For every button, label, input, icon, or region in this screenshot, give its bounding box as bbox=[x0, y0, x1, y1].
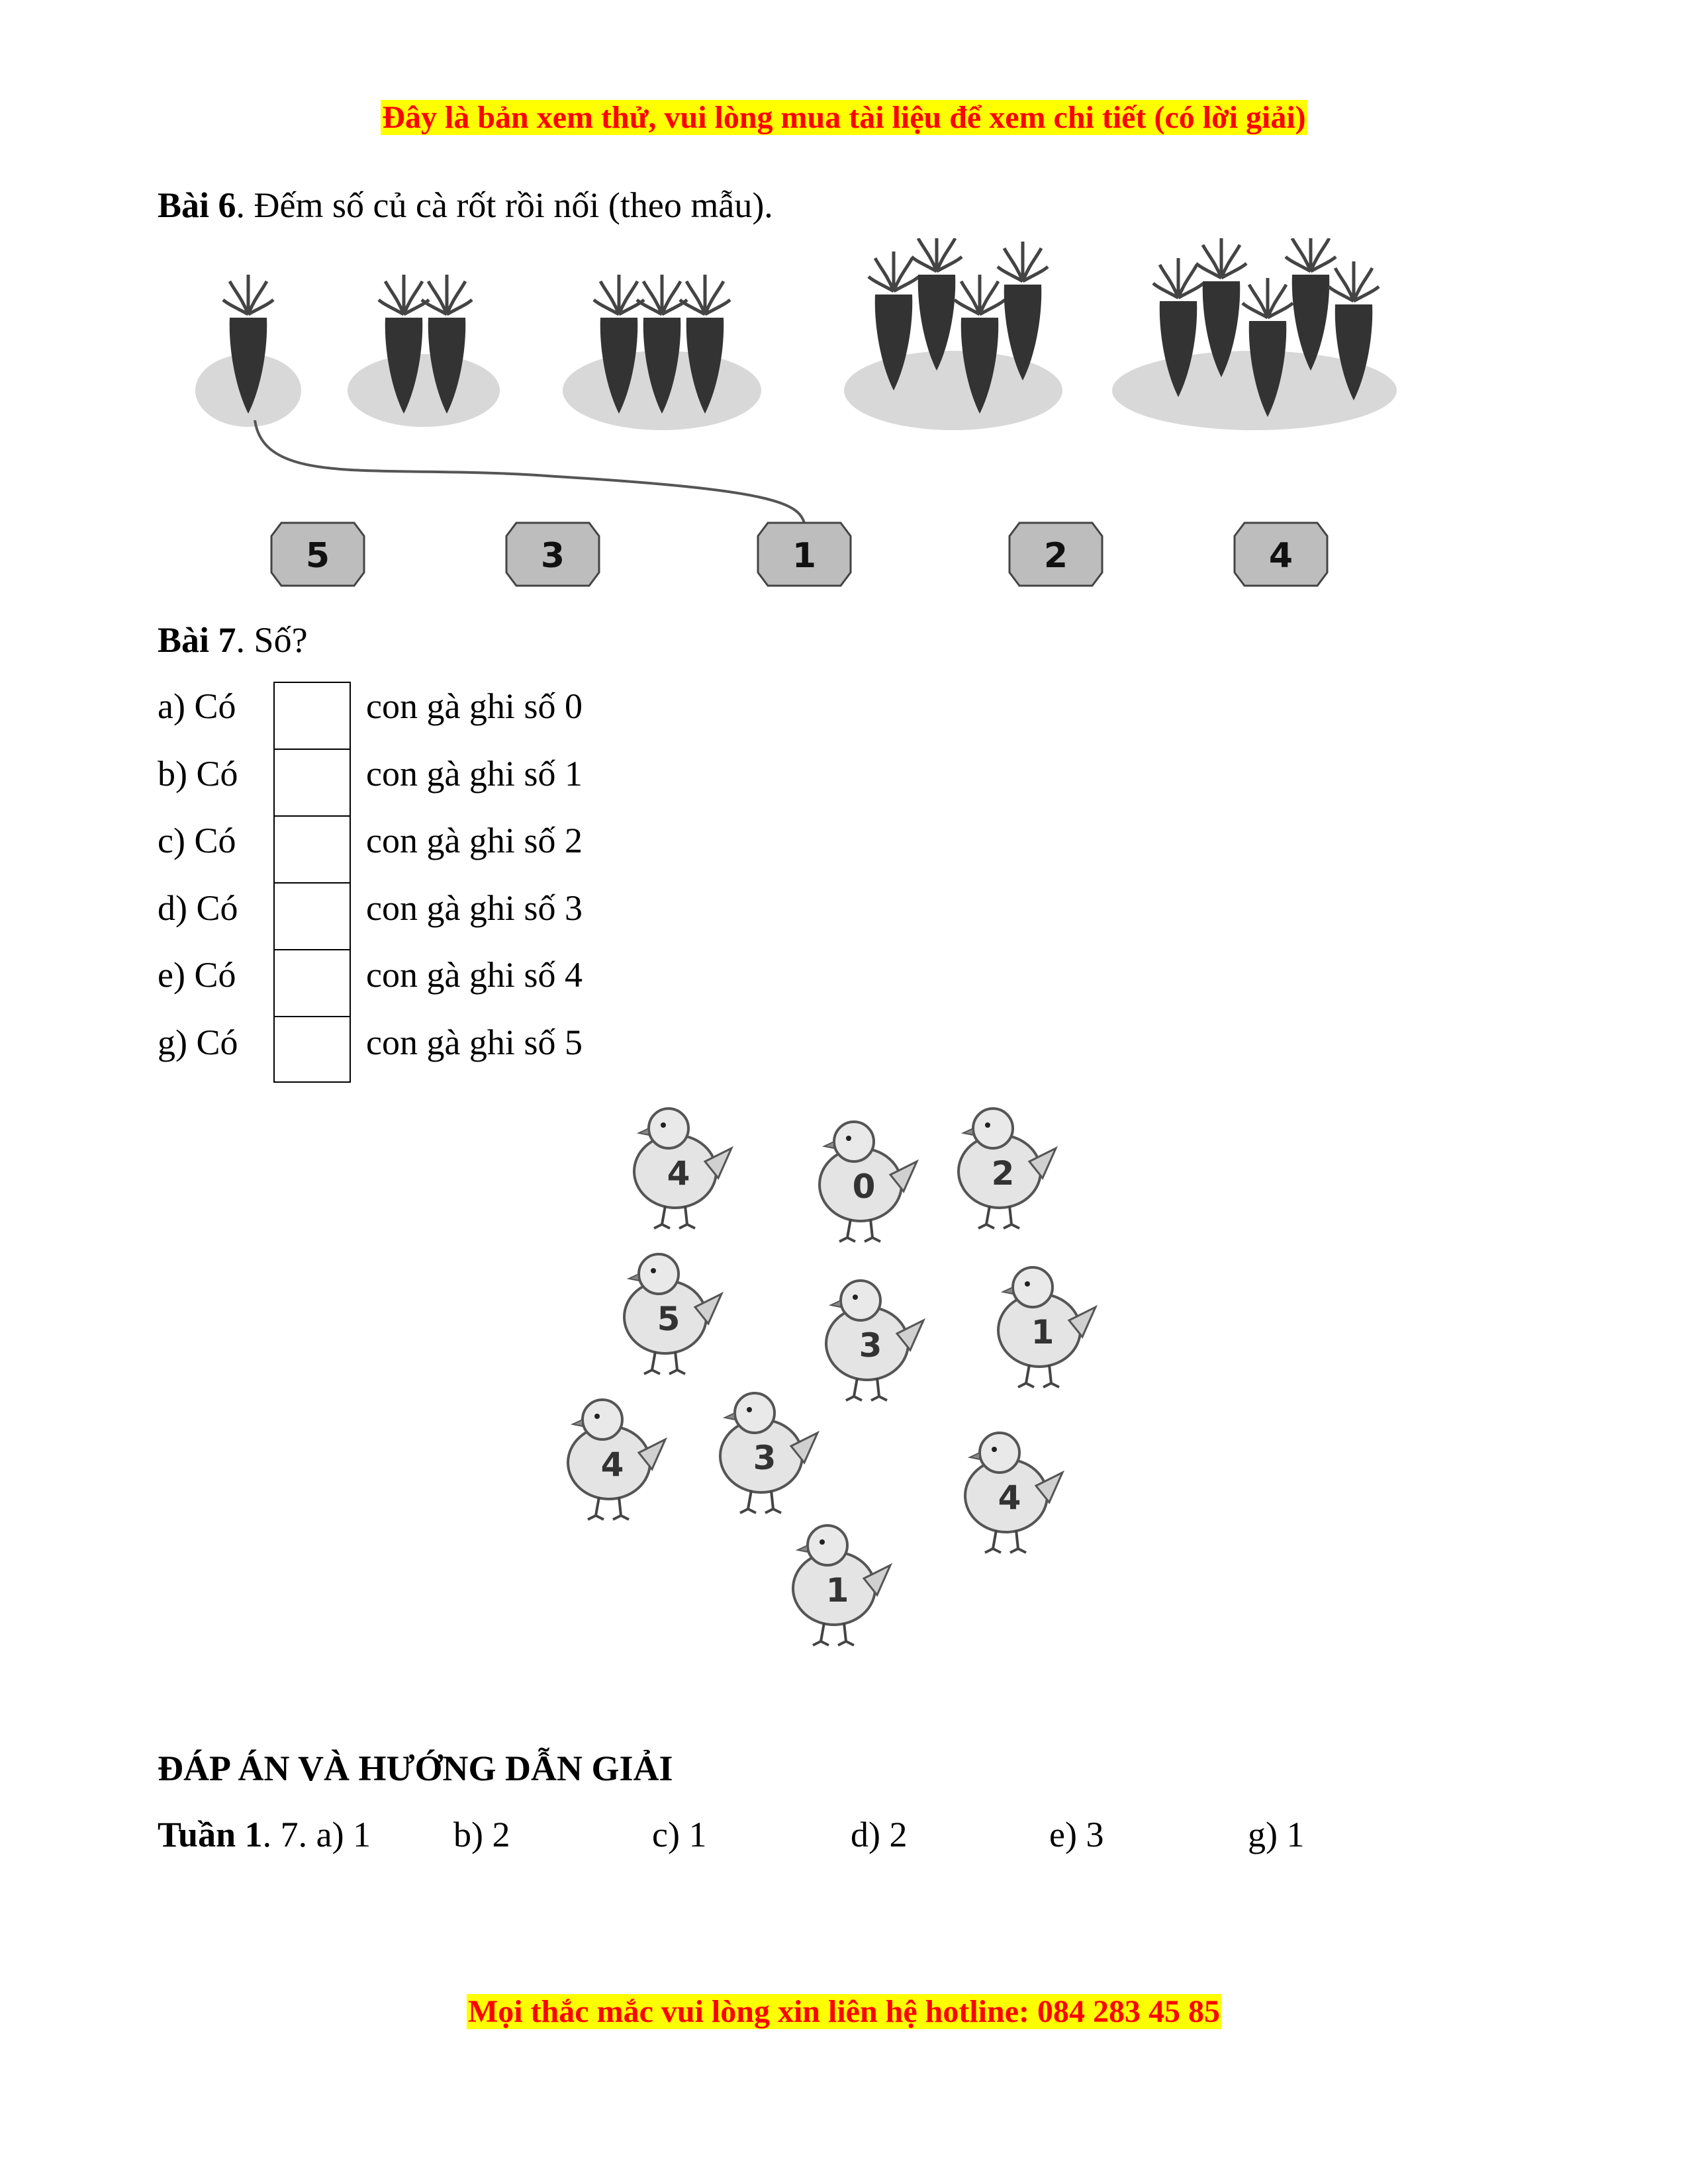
preview-banner-text: Đây là bản xem thử, vui lòng mua tài liệu để xem chi tiết (có lời giải) bbox=[382, 100, 1306, 135]
chick-7-number: 4 bbox=[600, 1445, 624, 1484]
chick-3-number: 2 bbox=[991, 1154, 1015, 1193]
answer-box-e[interactable] bbox=[273, 949, 351, 1016]
number-card-3-text: 1 bbox=[792, 536, 817, 576]
answer-box-b[interactable] bbox=[273, 749, 351, 815]
exercise-6-label: Bài 6 bbox=[158, 185, 236, 225]
preview-banner bbox=[0, 99, 1688, 136]
answer-item-b: b) 2 bbox=[453, 1815, 510, 1854]
answer-section-title: ĐÁP ÁN VÀ HƯỚNG DẪN GIẢI bbox=[158, 1749, 673, 1788]
chick-9-number: 4 bbox=[998, 1479, 1021, 1517]
hotline-banner-text: Mọi thắc mắc vui lòng xin liên hệ hotline: 084 283 45 85 bbox=[467, 1994, 1220, 2029]
question-a-label: a) Có bbox=[158, 686, 236, 726]
question-b-text: con gà ghi số 1 bbox=[366, 754, 583, 794]
chick-10 bbox=[793, 1525, 890, 1645]
answer-week-label: Tuần 1 bbox=[158, 1815, 263, 1854]
answer-item-e: e) 3 bbox=[1049, 1815, 1104, 1854]
number-card-5 bbox=[1235, 523, 1327, 586]
question-d-label: d) Có bbox=[158, 888, 238, 928]
number-card-2-text: 3 bbox=[540, 536, 565, 576]
exercise-6-title bbox=[158, 184, 773, 226]
answer-prefix: . 7. a) 1 bbox=[262, 1815, 371, 1854]
exercise-7-label: Bài 7 bbox=[158, 620, 236, 660]
chick-5 bbox=[826, 1281, 923, 1400]
question-g-text: con gà ghi số 5 bbox=[366, 1023, 583, 1062]
answer-box-g[interactable] bbox=[273, 1016, 351, 1083]
question-c-text: con gà ghi số 2 bbox=[366, 821, 583, 860]
question-a-text: con gà ghi số 0 bbox=[366, 686, 583, 726]
chick-5-number: 3 bbox=[859, 1326, 882, 1365]
number-card-2 bbox=[506, 523, 599, 586]
exercise-7-title bbox=[158, 619, 308, 661]
number-card-5-text: 4 bbox=[1268, 536, 1293, 576]
chick-9 bbox=[965, 1433, 1062, 1553]
question-d-text: con gà ghi số 3 bbox=[366, 888, 583, 928]
chick-2 bbox=[820, 1122, 917, 1242]
chick-6 bbox=[998, 1267, 1096, 1387]
exercise-6-instruction: . Đếm số củ cà rốt rồi nối (theo mẫu). bbox=[236, 185, 773, 225]
answer-box-d[interactable] bbox=[273, 882, 351, 949]
answer-box-a[interactable] bbox=[273, 682, 351, 749]
chick-2-number: 0 bbox=[852, 1167, 876, 1206]
chick-4 bbox=[624, 1254, 722, 1374]
number-card-1 bbox=[271, 523, 364, 586]
chick-6-number: 1 bbox=[1031, 1313, 1055, 1351]
question-c-label: c) Có bbox=[158, 821, 236, 860]
question-e-label: e) Có bbox=[158, 955, 236, 995]
carrot-matching-figure bbox=[185, 238, 1503, 596]
chick-8 bbox=[720, 1393, 818, 1513]
question-b-label: b) Có bbox=[158, 754, 238, 794]
number-card-4 bbox=[1009, 523, 1102, 586]
example-connector-line bbox=[255, 420, 804, 523]
chick-7 bbox=[568, 1400, 665, 1520]
chick-3 bbox=[959, 1109, 1056, 1228]
answer-item-g: g) 1 bbox=[1248, 1815, 1305, 1854]
answer-box-c[interactable] bbox=[273, 815, 351, 882]
chick-8-number: 3 bbox=[753, 1439, 776, 1477]
answer-item-d: d) 2 bbox=[851, 1815, 908, 1854]
chick-10-number: 1 bbox=[825, 1571, 849, 1610]
carrot-group-2-plate bbox=[348, 354, 500, 427]
number-card-3 bbox=[758, 523, 851, 586]
exercise-7-instruction: . Số? bbox=[236, 620, 308, 660]
chick-figure bbox=[549, 1085, 1112, 1655]
number-card-1-text: 5 bbox=[305, 536, 330, 576]
hotline-banner bbox=[0, 1993, 1688, 2030]
question-g-label: g) Có bbox=[158, 1023, 238, 1062]
chick-4-number: 5 bbox=[657, 1300, 680, 1338]
answer-line bbox=[158, 1813, 371, 1856]
chick-1 bbox=[634, 1109, 731, 1228]
number-card-4-text: 2 bbox=[1043, 536, 1068, 576]
chick-1-number: 4 bbox=[667, 1154, 690, 1193]
answer-item-c: c) 1 bbox=[652, 1815, 707, 1854]
question-e-text: con gà ghi số 4 bbox=[366, 955, 583, 995]
